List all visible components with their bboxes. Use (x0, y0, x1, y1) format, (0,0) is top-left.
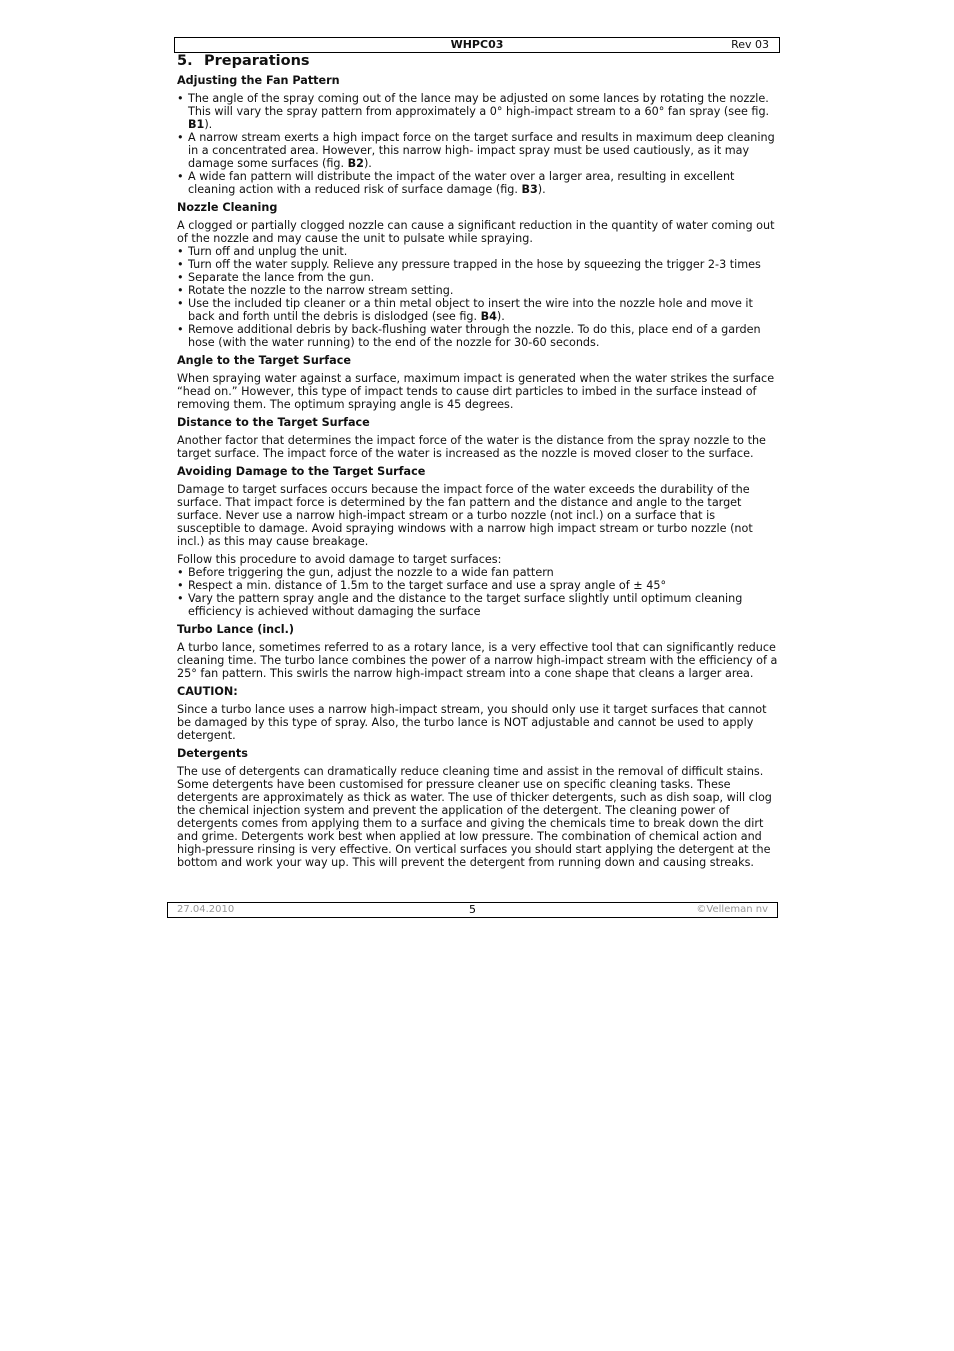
angle-text: When spraying water against a surface, maximum impact is generated when the water strikes the surface “head on.” However, this type of impact tends to cause dirt particles to imbed in the surface instead of removing them. The optimum spraying angle is 45 degrees. (177, 372, 775, 411)
header-model: WHPC03 (450, 38, 504, 51)
angle-heading: Angle to the Target Surface (177, 354, 351, 367)
list-item: • Vary the pattern spray angle and the distance to the target surface slightly until optimum cleaning efficiency is achieved without damaging the surface (177, 592, 743, 618)
list-item: • Separate the lance from the gun. (177, 271, 375, 284)
list-item: • Rotate the nozzle to the narrow stream setting. (177, 284, 454, 297)
procedure-list (177, 566, 780, 618)
list-item: • Respect a min. distance of 1.5m to the target surface and use a spray angle of ± 45° (177, 579, 667, 592)
list-item: • Remove additional debris by back-flushing water through the nozzle. To do this, place end of a garden hose (with the water running) to the end of the nozzle for 30-60 seconds. (177, 323, 761, 349)
avoiding-damage-heading: Avoiding Damage to the Target Surface (177, 465, 426, 478)
section-number: 5. (177, 53, 193, 69)
turbo-lance-text: A turbo lance, sometimes referred to as a rotary lance, is a very effective tool that can significantly reduce cleaning time. The turbo lance combines the power of a narrow high-impact stream with the efficiency of a 25° fan pattern. This swirls the narrow high-impact stream into a cone shape that cleans a larger area. (177, 641, 778, 680)
section-title (177, 53, 780, 70)
list-item: • A narrow stream exerts a high impact force on the target surface and results in maximum deep cleaning in a concentrated area. However, this narrow high- impact spray must be used cautiously, as it may damage some surfaces (fig. B2). (177, 131, 775, 170)
avoiding-damage-text: Damage to target surfaces occurs because the impact force of the water exceeds the durability of the surface. That impact force is determined by the fan pattern and the distance and angle to the target surface. Never use a narrow high-impact stream or a turbo nozzle (not incl.) on a surface that is susceptible to damage. Avoid spraying windows with a narrow high impact stream or turbo nozzle (not incl.) as this may cause breakage. (177, 483, 753, 548)
list-item: • The angle of the spray coming out of the lance may be adjusted on some lances by rotating the nozzle. This will vary the spray pattern from approximately a 0° high-impact stream to a 60° fan spray (see fig. B1). (177, 92, 770, 131)
caution-heading: CAUTION: (177, 685, 238, 698)
distance-heading: Distance to the Target Surface (177, 416, 370, 429)
section-title-text: Preparations (204, 53, 310, 69)
turbo-lance-heading: Turbo Lance (incl.) (177, 623, 294, 636)
fan-pattern-list (177, 92, 780, 196)
header-revision: Rev 03 (731, 38, 769, 51)
page-header (174, 37, 780, 53)
detergents-text: The use of detergents can dramatically reduce cleaning time and assist in the removal of difficult stains. Some detergents have been customised for pressure cleaner use on specific cleaning tasks. These detergents are approximately as thick as water. The use of thicker detergents, such as dish soap, will clog the chemical injection system and prevent the application of the detergent. The cleaning power of detergents comes from applying them to a surface and giving the chemicals time to break down the dirt and grime. Detergents work best when applied at low pressure. The combination of chemical action and high-pressure rinsing is very effective. On vertical surfaces you should start applying the detergent at the bottom and work your way up. This will prevent the detergent from running down and causing streaks. (177, 765, 772, 869)
list-item: • Before triggering the gun, adjust the nozzle to a wide fan pattern (177, 566, 554, 579)
list-item: • Turn off and unplug the unit. (177, 245, 348, 258)
page-content (177, 53, 780, 874)
list-item: • A wide fan pattern will distribute the impact of the water over a larger area, resulting in excellent cleaning action with a reduced risk of surface damage (fig. B3). (177, 170, 735, 196)
page-footer (167, 902, 778, 918)
caution-text: Since a turbo lance uses a narrow high-impact stream, you should only use it target surfaces that cannot be damaged by this type of spray. Also, the turbo lance is NOT adjustable and cannot be used to apply detergent. (177, 703, 767, 742)
nozzle-cleaning-intro: A clogged or partially clogged nozzle can cause a significant reduction in the quantity of water coming out of the nozzle and may cause the unit to pulsate while spraying. (177, 219, 775, 245)
footer-copyright: ©Velleman nv (696, 904, 768, 915)
detergents-heading: Detergents (177, 747, 248, 760)
list-item: • Use the included tip cleaner or a thin metal object to insert the wire into the nozzle hole and move it back and forth until the debris is dislodged (see fig. B4). (177, 297, 753, 323)
fan-pattern-heading: Adjusting the Fan Pattern (177, 74, 340, 87)
page-number: 5 (469, 903, 476, 916)
distance-text: Another factor that determines the impact force of the water is the distance from the spray nozzle to the target surface. The impact force of the water is increased as the nozzle is moved closer to the surface. (177, 434, 766, 460)
nozzle-cleaning-list (177, 245, 780, 349)
nozzle-cleaning-heading: Nozzle Cleaning (177, 201, 278, 214)
list-item: • Turn off the water supply. Relieve any pressure trapped in the hose by squeezing the trigger 2-3 times (177, 258, 761, 271)
procedure-intro: Follow this procedure to avoid damage to target surfaces: (177, 553, 502, 566)
footer-date: 27.04.2010 (177, 904, 235, 915)
